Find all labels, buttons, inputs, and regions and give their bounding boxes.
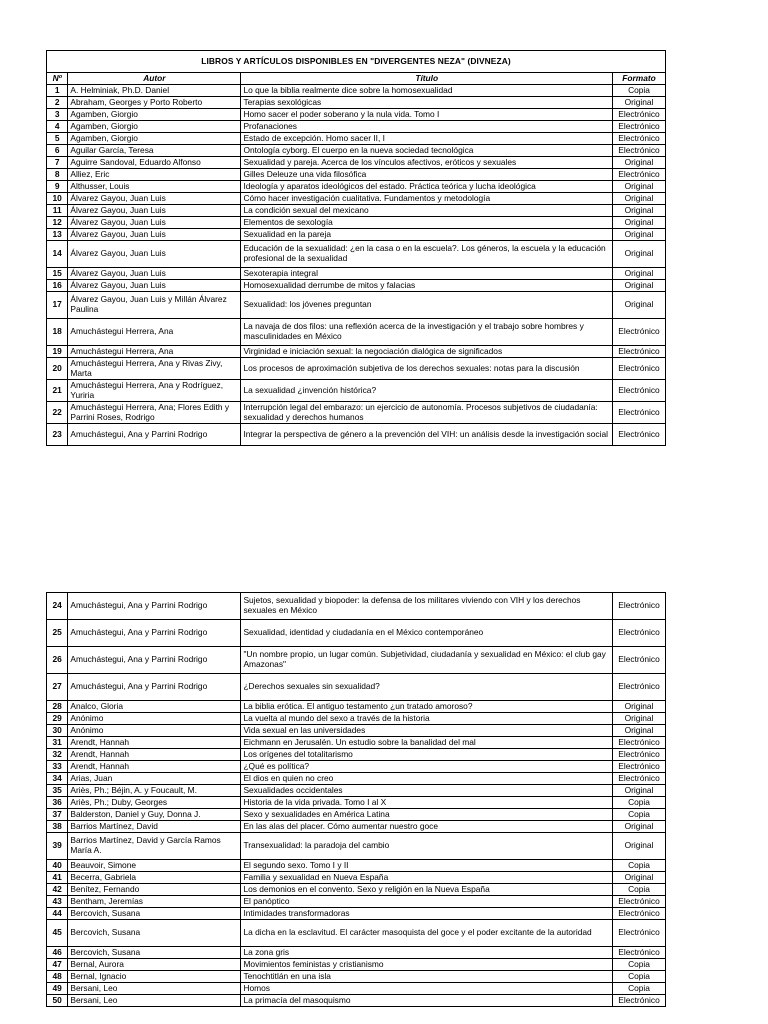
row-author: Álvarez Gayou, Juan Luis bbox=[68, 193, 241, 205]
table-row bbox=[47, 809, 666, 821]
table-row bbox=[47, 121, 666, 133]
row-title: Integrar la perspectiva de género a la prevención del VIH: un análisis desde la investigación social bbox=[241, 424, 613, 446]
row-number: 18 bbox=[47, 319, 68, 346]
table-row bbox=[47, 292, 666, 319]
row-author: Bentham, Jeremías bbox=[68, 896, 241, 908]
row-title: Intimidades transformadoras bbox=[241, 908, 613, 920]
row-format: Electrónico bbox=[613, 346, 666, 358]
row-author: Becerra, Gabriela bbox=[68, 872, 241, 884]
table-row bbox=[47, 860, 666, 872]
row-number: 49 bbox=[47, 983, 68, 995]
row-number: 28 bbox=[47, 701, 68, 713]
row-author: Álvarez Gayou, Juan Luis bbox=[68, 241, 241, 268]
row-format: Original bbox=[613, 193, 666, 205]
row-format: Electrónico bbox=[613, 908, 666, 920]
row-format: Electrónico bbox=[613, 593, 666, 620]
table-row bbox=[47, 85, 666, 97]
row-format: Original bbox=[613, 241, 666, 268]
row-format: Original bbox=[613, 268, 666, 280]
row-author: A. Helminiak, Ph.D. Daniel bbox=[68, 85, 241, 97]
row-title: Sexualidades occidentales bbox=[241, 785, 613, 797]
row-title: La dicha en la esclavitud. El carácter masoquista del goce y el poder excitante de la autoridad bbox=[241, 920, 613, 947]
row-format: Copia bbox=[613, 971, 666, 983]
row-number: 35 bbox=[47, 785, 68, 797]
row-format: Copia bbox=[613, 983, 666, 995]
row-format: Electrónico bbox=[613, 773, 666, 785]
row-number: 50 bbox=[47, 995, 68, 1007]
table-row bbox=[47, 133, 666, 145]
table-row bbox=[47, 217, 666, 229]
row-author: Bersani, Leo bbox=[68, 995, 241, 1007]
row-author: Ariès, Ph.; Duby, Georges bbox=[68, 797, 241, 809]
row-author: Amuchástegui Herrera, Ana; Flores Edith y Parrini Roses, Rodrigo bbox=[68, 402, 241, 424]
row-format: Original bbox=[613, 157, 666, 169]
table-row bbox=[47, 725, 666, 737]
row-author: Arias, Juan bbox=[68, 773, 241, 785]
row-author: Álvarez Gayou, Juan Luis bbox=[68, 229, 241, 241]
table-row bbox=[47, 145, 666, 157]
row-title: Transexualidad: la paradoja del cambio bbox=[241, 833, 613, 860]
row-format: Electrónico bbox=[613, 620, 666, 647]
header-format: Formato bbox=[613, 73, 666, 85]
row-title: Tenochtitlán en una isla bbox=[241, 971, 613, 983]
table-row bbox=[47, 280, 666, 292]
row-number: 10 bbox=[47, 193, 68, 205]
row-number: 30 bbox=[47, 725, 68, 737]
row-title: Los orígenes del totalitarismo bbox=[241, 749, 613, 761]
row-number: 8 bbox=[47, 169, 68, 181]
row-author: Agamben, Giorgio bbox=[68, 121, 241, 133]
table-row bbox=[47, 872, 666, 884]
row-number: 16 bbox=[47, 280, 68, 292]
row-title: Profanaciones bbox=[241, 121, 613, 133]
row-author: Amuchástegui, Ana y Parrini Rodrigo bbox=[68, 647, 241, 674]
row-author: Bernal, Ignacio bbox=[68, 971, 241, 983]
row-title: Lo que la biblia realmente dice sobre la homosexualidad bbox=[241, 85, 613, 97]
row-number: 27 bbox=[47, 674, 68, 701]
row-title: Homos bbox=[241, 983, 613, 995]
row-author: Bercovich, Susana bbox=[68, 947, 241, 959]
table-row bbox=[47, 995, 666, 1007]
row-author: Amuchástegui, Ana y Parrini Rodrigo bbox=[68, 674, 241, 701]
row-title: Homo sacer el poder soberano y la nula vida. Tomo I bbox=[241, 109, 613, 121]
row-title: Movimientos feministas y cristianismo bbox=[241, 959, 613, 971]
row-title: En las alas del placer. Cómo aumentar nuestro goce bbox=[241, 821, 613, 833]
table-row bbox=[47, 647, 666, 674]
row-author: Amuchástegui Herrera, Ana bbox=[68, 319, 241, 346]
table-row bbox=[47, 358, 666, 380]
row-format: Original bbox=[613, 701, 666, 713]
row-format: Electrónico bbox=[613, 121, 666, 133]
row-title: Terapias sexológicas bbox=[241, 97, 613, 109]
row-title: Sexualidad en la pareja bbox=[241, 229, 613, 241]
row-author: Álvarez Gayou, Juan Luis bbox=[68, 217, 241, 229]
row-format: Electrónico bbox=[613, 169, 666, 181]
row-title: El panóptico bbox=[241, 896, 613, 908]
row-number: 44 bbox=[47, 908, 68, 920]
row-format: Original bbox=[613, 725, 666, 737]
row-author: Ariès, Ph.; Béjin, A. y Foucault, M. bbox=[68, 785, 241, 797]
table-row bbox=[47, 620, 666, 647]
row-title: ¿Derechos sexuales sin sexualidad? bbox=[241, 674, 613, 701]
row-title: Gilles Deleuze una vida filosófica bbox=[241, 169, 613, 181]
row-format: Electrónico bbox=[613, 424, 666, 446]
row-number: 7 bbox=[47, 157, 68, 169]
table-row bbox=[47, 193, 666, 205]
row-author: Anónimo bbox=[68, 725, 241, 737]
row-format: Original bbox=[613, 280, 666, 292]
row-author: Álvarez Gayou, Juan Luis y Millán Álvarez Paulina bbox=[68, 292, 241, 319]
row-author: Álvarez Gayou, Juan Luis bbox=[68, 205, 241, 217]
row-format: Electrónico bbox=[613, 995, 666, 1007]
table-row bbox=[47, 593, 666, 620]
row-title: Los demonios en el convento. Sexo y religión en la Nueva España bbox=[241, 884, 613, 896]
row-author: Aguirre Sandoval, Eduardo Alfonso bbox=[68, 157, 241, 169]
row-title: "Un nombre propio, un lugar común. Subjetividad, ciudadanía y sexualidad en México: el club gay Amazonas" bbox=[241, 647, 613, 674]
row-format: Electrónico bbox=[613, 761, 666, 773]
row-author: Bercovich, Susana bbox=[68, 920, 241, 947]
table-row bbox=[47, 749, 666, 761]
table-row bbox=[47, 701, 666, 713]
row-number: 25 bbox=[47, 620, 68, 647]
row-format: Original bbox=[613, 713, 666, 725]
table-row bbox=[47, 157, 666, 169]
table-row bbox=[47, 674, 666, 701]
row-number: 9 bbox=[47, 181, 68, 193]
row-format: Original bbox=[613, 821, 666, 833]
table-row bbox=[47, 821, 666, 833]
header-number: Nº bbox=[47, 73, 68, 85]
book-list-table-page-1 bbox=[46, 50, 666, 446]
table-row bbox=[47, 896, 666, 908]
row-format: Electrónico bbox=[613, 145, 666, 157]
row-author: Beauvoir, Simone bbox=[68, 860, 241, 872]
row-format: Electrónico bbox=[613, 358, 666, 380]
row-number: 4 bbox=[47, 121, 68, 133]
row-author: Bernal, Aurora bbox=[68, 959, 241, 971]
row-title: Sujetos, sexualidad y biopoder: la defensa de los militares viviendo con VIH y los derechos sexuales en México bbox=[241, 593, 613, 620]
row-number: 23 bbox=[47, 424, 68, 446]
row-number: 5 bbox=[47, 133, 68, 145]
row-number: 34 bbox=[47, 773, 68, 785]
table-row bbox=[47, 205, 666, 217]
row-title: La vuelta al mundo del sexo a través de la historia bbox=[241, 713, 613, 725]
row-author: Analco, Gloria bbox=[68, 701, 241, 713]
row-number: 40 bbox=[47, 860, 68, 872]
table-row bbox=[47, 169, 666, 181]
column-header-row bbox=[47, 73, 666, 85]
row-author: Arendt, Hannah bbox=[68, 737, 241, 749]
row-format: Original bbox=[613, 872, 666, 884]
row-format: Copia bbox=[613, 85, 666, 97]
row-number: 3 bbox=[47, 109, 68, 121]
row-title: ¿Qué es política? bbox=[241, 761, 613, 773]
row-title: Sexoterapia integral bbox=[241, 268, 613, 280]
row-number: 39 bbox=[47, 833, 68, 860]
row-title: Cómo hacer investigación cualitativa. Fundamentos y metodología bbox=[241, 193, 613, 205]
table-row bbox=[47, 424, 666, 446]
row-title: Interrupción legal del embarazo: un ejercicio de autonomía. Procesos subjetivos de ciudadanía: sexualidad y derechos humanos bbox=[241, 402, 613, 424]
table-row bbox=[47, 884, 666, 896]
table-row bbox=[47, 920, 666, 947]
row-title: Sexualidad y pareja. Acerca de los vínculos afectivos, eróticos y sexuales bbox=[241, 157, 613, 169]
row-title: Ideología y aparatos ideológicos del estado. Práctica teórica y lucha ideológica bbox=[241, 181, 613, 193]
document-title: LIBROS Y ARTÍCULOS DISPONIBLES EN "DIVERGENTES NEZA" (DIVNEZA) bbox=[47, 51, 666, 73]
row-format: Electrónico bbox=[613, 920, 666, 947]
row-author: Bersani, Leo bbox=[68, 983, 241, 995]
row-number: 21 bbox=[47, 380, 68, 402]
row-number: 37 bbox=[47, 809, 68, 821]
row-title: Sexualidad: los jóvenes preguntan bbox=[241, 292, 613, 319]
row-format: Original bbox=[613, 785, 666, 797]
row-format: Copia bbox=[613, 797, 666, 809]
row-format: Copia bbox=[613, 809, 666, 821]
row-number: 1 bbox=[47, 85, 68, 97]
table-row bbox=[47, 319, 666, 346]
table-row bbox=[47, 785, 666, 797]
row-number: 36 bbox=[47, 797, 68, 809]
row-number: 38 bbox=[47, 821, 68, 833]
row-format: Copia bbox=[613, 959, 666, 971]
row-title: La primacía del masoquismo bbox=[241, 995, 613, 1007]
row-format: Electrónico bbox=[613, 402, 666, 424]
row-format: Copia bbox=[613, 884, 666, 896]
row-format: Original bbox=[613, 229, 666, 241]
row-number: 48 bbox=[47, 971, 68, 983]
row-number: 2 bbox=[47, 97, 68, 109]
row-author: Aguilar García, Teresa bbox=[68, 145, 241, 157]
row-author: Agamben, Giorgio bbox=[68, 133, 241, 145]
table-row bbox=[47, 268, 666, 280]
row-format: Electrónico bbox=[613, 380, 666, 402]
table-row bbox=[47, 737, 666, 749]
row-number: 26 bbox=[47, 647, 68, 674]
row-number: 31 bbox=[47, 737, 68, 749]
row-format: Electrónico bbox=[613, 647, 666, 674]
row-format: Original bbox=[613, 217, 666, 229]
row-title: Eichmann en Jerusalén. Un estudio sobre la banalidad del mal bbox=[241, 737, 613, 749]
row-author: Amuchástegui, Ana y Parrini Rodrigo bbox=[68, 620, 241, 647]
table-row bbox=[47, 181, 666, 193]
row-title: Familia y sexualidad en Nueva España bbox=[241, 872, 613, 884]
row-title: Ontología cyborg. El cuerpo en la nueva sociedad tecnológica bbox=[241, 145, 613, 157]
row-number: 24 bbox=[47, 593, 68, 620]
row-number: 46 bbox=[47, 947, 68, 959]
table-row bbox=[47, 833, 666, 860]
row-title: Elementos de sexología bbox=[241, 217, 613, 229]
row-title: Homosexualidad derrumbe de mitos y falacias bbox=[241, 280, 613, 292]
table-row bbox=[47, 241, 666, 268]
row-title: Sexo y sexualidades en América Latina bbox=[241, 809, 613, 821]
row-title: La sexualidad ¿invención histórica? bbox=[241, 380, 613, 402]
row-number: 22 bbox=[47, 402, 68, 424]
table-row bbox=[47, 761, 666, 773]
row-number: 43 bbox=[47, 896, 68, 908]
row-number: 19 bbox=[47, 346, 68, 358]
row-format: Electrónico bbox=[613, 896, 666, 908]
row-title: Historia de la vida privada. Tomo I al X bbox=[241, 797, 613, 809]
row-format: Electrónico bbox=[613, 133, 666, 145]
row-format: Original bbox=[613, 205, 666, 217]
row-author: Althusser, Louis bbox=[68, 181, 241, 193]
row-number: 15 bbox=[47, 268, 68, 280]
row-author: Amuchástegui Herrera, Ana y Rivas Zivy, Marta bbox=[68, 358, 241, 380]
row-number: 41 bbox=[47, 872, 68, 884]
table-row bbox=[47, 908, 666, 920]
row-number: 47 bbox=[47, 959, 68, 971]
row-format: Electrónico bbox=[613, 674, 666, 701]
row-author: Barrios Martínez, David y García Ramos María A. bbox=[68, 833, 241, 860]
table-row bbox=[47, 947, 666, 959]
row-title: El segundo sexo. Tomo I y II bbox=[241, 860, 613, 872]
row-author: Barrios Martínez, David bbox=[68, 821, 241, 833]
table-row bbox=[47, 773, 666, 785]
row-author: Álvarez Gayou, Juan Luis bbox=[68, 268, 241, 280]
row-author: Amuchástegui, Ana y Parrini Rodrigo bbox=[68, 424, 241, 446]
row-author: Álvarez Gayou, Juan Luis bbox=[68, 280, 241, 292]
table-row bbox=[47, 109, 666, 121]
header-title: Título bbox=[241, 73, 613, 85]
row-title: El dios en quien no creo bbox=[241, 773, 613, 785]
row-format: Electrónico bbox=[613, 319, 666, 346]
row-format: Original bbox=[613, 97, 666, 109]
row-number: 20 bbox=[47, 358, 68, 380]
row-number: 14 bbox=[47, 241, 68, 268]
row-number: 12 bbox=[47, 217, 68, 229]
table-row bbox=[47, 797, 666, 809]
row-author: Arendt, Hannah bbox=[68, 761, 241, 773]
row-author: Amuchástegui Herrera, Ana y Rodríguez, Yuriria bbox=[68, 380, 241, 402]
row-author: Amuchástegui, Ana y Parrini Rodrigo bbox=[68, 593, 241, 620]
row-number: 6 bbox=[47, 145, 68, 157]
row-format: Electrónico bbox=[613, 947, 666, 959]
row-title: Los procesos de aproximación subjetiva de los derechos sexuales: notas para la discusión bbox=[241, 358, 613, 380]
row-author: Anónimo bbox=[68, 713, 241, 725]
book-list-table-page-2 bbox=[46, 592, 666, 1007]
table-row bbox=[47, 959, 666, 971]
row-title: La navaja de dos filos: una reflexión acerca de la investigación y el trabajo sobre hombres y masculinidades en México bbox=[241, 319, 613, 346]
row-format: Electrónico bbox=[613, 109, 666, 121]
row-title: Vida sexual en las universidades bbox=[241, 725, 613, 737]
row-format: Original bbox=[613, 833, 666, 860]
table-row bbox=[47, 713, 666, 725]
row-number: 45 bbox=[47, 920, 68, 947]
document-title-row bbox=[47, 51, 666, 73]
row-format: Electrónico bbox=[613, 749, 666, 761]
row-number: 13 bbox=[47, 229, 68, 241]
row-author: Bercovich, Susana bbox=[68, 908, 241, 920]
table-row bbox=[47, 229, 666, 241]
row-number: 42 bbox=[47, 884, 68, 896]
row-number: 33 bbox=[47, 761, 68, 773]
row-number: 32 bbox=[47, 749, 68, 761]
table-row bbox=[47, 380, 666, 402]
table-row bbox=[47, 983, 666, 995]
row-author: Arendt, Hannah bbox=[68, 749, 241, 761]
row-title: La biblia erótica. El antiguo testamento ¿un tratado amoroso? bbox=[241, 701, 613, 713]
row-number: 29 bbox=[47, 713, 68, 725]
row-author: Benítez, Fernando bbox=[68, 884, 241, 896]
table-row bbox=[47, 346, 666, 358]
row-format: Original bbox=[613, 181, 666, 193]
row-author: Agamben, Giorgio bbox=[68, 109, 241, 121]
row-format: Copia bbox=[613, 860, 666, 872]
row-format: Original bbox=[613, 292, 666, 319]
table-row bbox=[47, 971, 666, 983]
row-title: Educación de la sexualidad: ¿en la casa o en la escuela?. Los géneros, la escuela y la educación profesional de la sexualidad bbox=[241, 241, 613, 268]
header-author: Autor bbox=[68, 73, 241, 85]
row-author: Alliez, Eric bbox=[68, 169, 241, 181]
row-title: Sexualidad, identidad y ciudadanía en el México contemporáneo bbox=[241, 620, 613, 647]
row-title: La condición sexual del mexicano bbox=[241, 205, 613, 217]
row-author: Amuchástegui Herrera, Ana bbox=[68, 346, 241, 358]
row-author: Abraham, Georges y Porto Roberto bbox=[68, 97, 241, 109]
row-number: 17 bbox=[47, 292, 68, 319]
row-number: 11 bbox=[47, 205, 68, 217]
row-title: La zona gris bbox=[241, 947, 613, 959]
table-row bbox=[47, 402, 666, 424]
row-title: Estado de excepción. Homo sacer II, I bbox=[241, 133, 613, 145]
row-format: Electrónico bbox=[613, 737, 666, 749]
row-author: Balderston, Daniel y Guy, Donna J. bbox=[68, 809, 241, 821]
row-title: Virginidad e iniciación sexual: la negociación dialógica de significados bbox=[241, 346, 613, 358]
table-row bbox=[47, 97, 666, 109]
